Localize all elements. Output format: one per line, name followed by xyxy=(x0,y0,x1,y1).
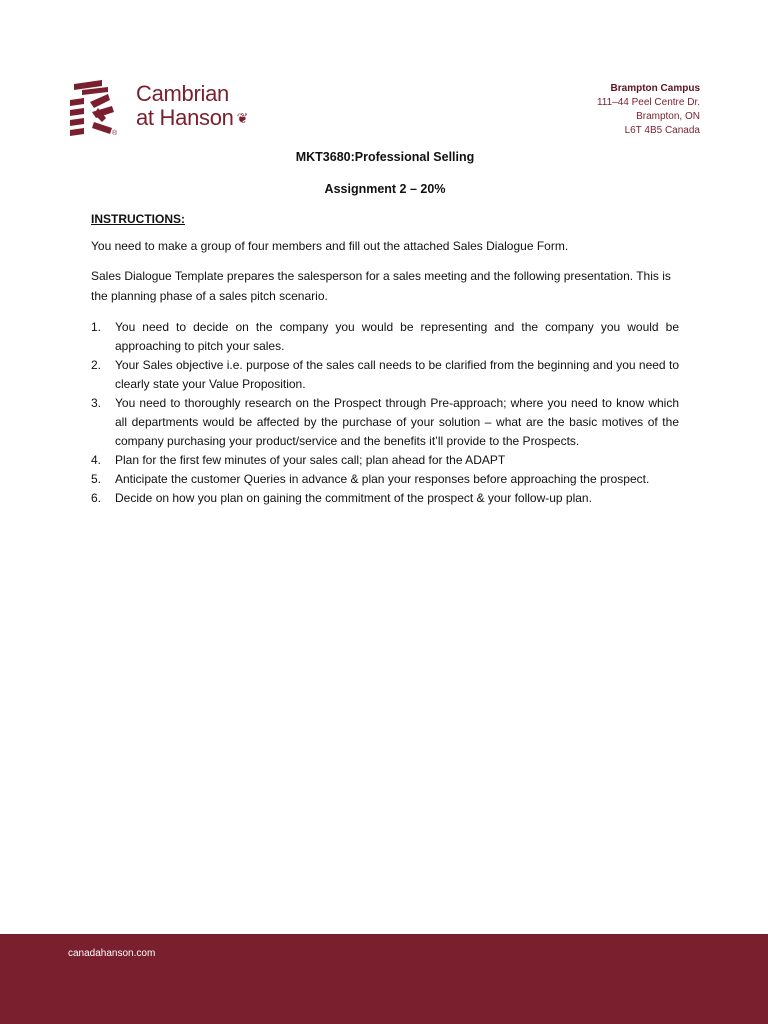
instruction-list xyxy=(91,318,679,508)
list-number: 5. xyxy=(91,472,102,486)
list-number: 1. xyxy=(91,320,102,334)
footer-bar xyxy=(0,934,768,1024)
list-item xyxy=(91,356,679,394)
list-item-text: Decide on how you plan on gaining the commitment of the prospect & your follow-up plan. xyxy=(115,491,592,505)
address-line-3: L6T 4B5 Canada xyxy=(624,125,700,136)
list-item xyxy=(91,451,679,470)
website-link[interactable]: canadahanson.com xyxy=(68,948,156,959)
logo-line-2: at Hanson xyxy=(136,105,234,130)
document-body xyxy=(91,150,679,508)
list-item xyxy=(91,489,679,508)
cambrian-logo-icon xyxy=(68,78,126,136)
list-number: 4. xyxy=(91,453,102,467)
campus-address xyxy=(597,82,700,138)
maple-leaf-icon: ❦ xyxy=(236,110,249,126)
instructions-heading: INSTRUCTIONS: xyxy=(91,212,185,226)
campus-name: Brampton Campus xyxy=(610,83,700,94)
assignment-title: Assignment 2 – 20% xyxy=(324,182,446,196)
address-line-1: 111–44 Peel Centre Dr. xyxy=(596,97,700,108)
list-item-text: Plan for the first few minutes of your sales call; plan ahead for the ADAPT xyxy=(115,453,506,467)
logo-wordmark xyxy=(136,82,248,130)
intro-paragraph: You need to make a group of four members and fill out the attached Sales Dialogue Form. xyxy=(91,239,569,253)
list-item xyxy=(91,318,679,356)
list-item-text: Anticipate the customer Queries in advance & plan your responses before approaching the prospect. xyxy=(115,472,650,486)
list-item xyxy=(91,470,679,489)
list-item-text: You need to thoroughly research on the Prospect through Pre-approach; where you need to know which all departments would be affected by the purchase of your solution – what are the basic motives of the company purchasing your product/service and the benefits it’ll provide to the Prospects. xyxy=(115,396,679,448)
list-number: 3. xyxy=(91,396,102,410)
course-title: MKT3680:Professional Selling xyxy=(295,150,475,164)
cambrian-hanson-logo xyxy=(68,78,268,136)
logo-line-1: Cambrian xyxy=(136,81,229,106)
list-number: 6. xyxy=(91,491,102,505)
registered-mark: ® xyxy=(112,130,118,136)
template-description: Sales Dialogue Template prepares the salesperson for a sales meeting and the following presentation. This is the planning phase of a sales pitch scenario. xyxy=(91,269,671,303)
list-item-text: You need to decide on the company you would be representing and the company you would be approaching to pitch your sales. xyxy=(115,320,679,353)
list-item xyxy=(91,394,679,451)
list-item-text: Your Sales objective i.e. purpose of the sales call needs to be clarified from the beginning and you need to clearly state your Value Proposition. xyxy=(115,358,679,391)
address-line-2: Brampton, ON xyxy=(636,111,700,122)
list-number: 2. xyxy=(91,358,102,372)
